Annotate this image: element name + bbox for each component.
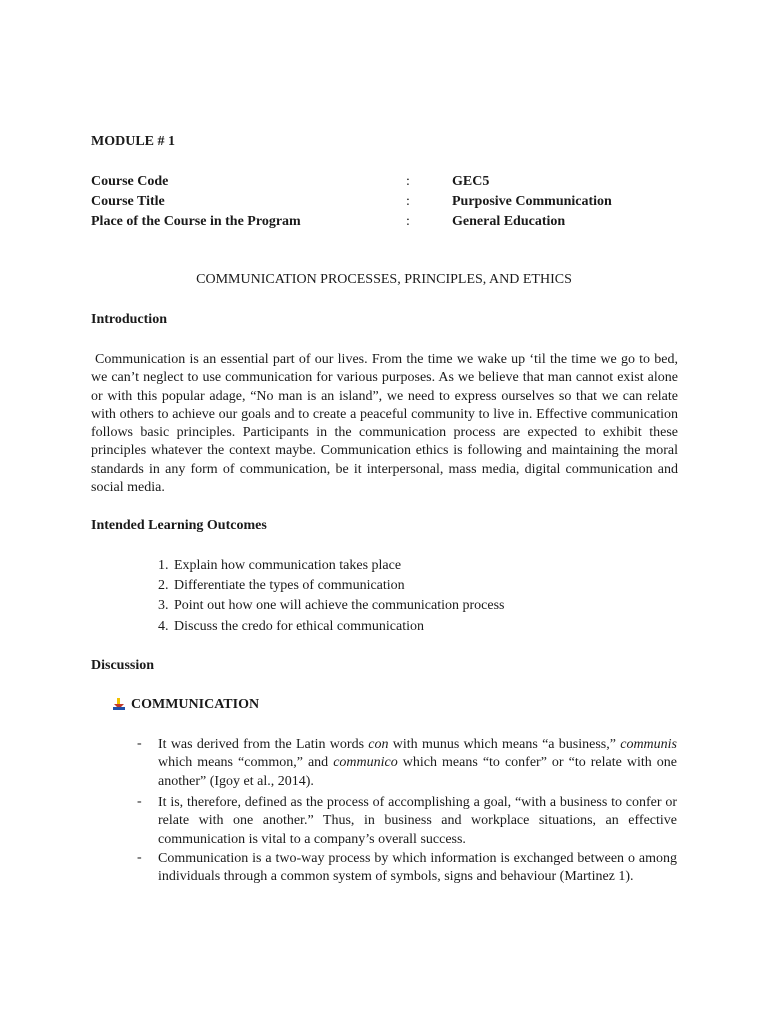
- course-code-value: GEC5: [452, 174, 490, 189]
- course-place-value: General Education: [452, 214, 566, 229]
- bullet-text-run: with munus which means “a business,”: [388, 737, 621, 752]
- latin-term: communico: [333, 755, 398, 771]
- list-item: [158, 619, 424, 635]
- introduction-paragraph: Communication is an essential part of our lives. From the time we wake up ‘til the time we go to bed, we can’t neglect to use communication for various purposes. As we believe that man cannot exist alone or with this popular adage, “No man is an island”, we need to express ourselves so that we can relate with others to achieve our goals and to create a peaceful community to live in. Effective communication follows basic principles. Participants in the communication process are expected to exhibit these principles whatever the context maybe. Communication ethics is following and maintaining the moral standards in any form of communication, be it interpersonal, mass media, digital communication and social media.: [91, 352, 678, 496]
- colon-separator: :: [406, 174, 410, 189]
- list-item: [158, 598, 504, 614]
- introduction-heading: Introduction: [91, 312, 167, 327]
- bullet-dash: -: [137, 850, 142, 865]
- communication-subheading: COMMUNICATION: [131, 697, 260, 712]
- list-item-text: Discuss the credo for ethical communication: [174, 619, 424, 634]
- bullet-text-run: Communication is a two-way process by which information is exchanged between o among individuals through a common system of symbols, signs and behaviour (Martinez 1).: [158, 851, 677, 885]
- list-item-text: Differentiate the types of communication: [174, 578, 405, 593]
- course-title-value: Purposive Communication: [452, 194, 612, 209]
- bullet-text-run: It was derived from the Latin words: [158, 737, 369, 752]
- bullet-text-run: It is, therefore, defined as the process of accomplishing a goal, “with a business to confer or relate with one another.” Thus, in business and workplace situations, an effective communication is vital to a company’s overall success.: [158, 795, 677, 847]
- bullet-paragraph: [158, 850, 677, 887]
- colon-separator: :: [406, 194, 410, 209]
- list-item: [158, 558, 401, 574]
- bullet-text-run: which means “common,” and: [158, 755, 334, 771]
- bullet-paragraph: [158, 794, 677, 849]
- course-place-label: Place of the Course in the Program: [91, 214, 301, 229]
- main-title: COMMUNICATION PROCESSES, PRINCIPLES, AND ETHICS: [196, 272, 572, 287]
- latin-term: con: [368, 737, 389, 752]
- list-item-text: Point out how one will achieve the communication process: [174, 598, 505, 613]
- module-title: MODULE # 1: [91, 134, 175, 149]
- bullet-dash: -: [137, 736, 142, 751]
- list-item-text: Explain how communication takes place: [174, 558, 402, 573]
- list-number: 2.: [158, 578, 169, 593]
- outcomes-heading: Intended Learning Outcomes: [91, 518, 267, 533]
- list-number: 3.: [158, 598, 169, 613]
- latin-term: communis: [620, 737, 678, 752]
- colon-separator: :: [406, 214, 410, 229]
- bullet-text-run: which means “to confer” or “to relate with one another” (Igoy et al., 2014).: [158, 755, 677, 789]
- bullet-paragraph: [158, 736, 677, 791]
- pin-marker-icon: [112, 697, 126, 711]
- course-title-label: Course Title: [91, 194, 165, 209]
- course-info-row: [91, 194, 691, 214]
- list-number: 4.: [158, 619, 169, 634]
- list-item: [158, 578, 405, 594]
- course-info-row: [91, 214, 691, 234]
- course-code-label: Course Code: [91, 174, 169, 189]
- bullet-dash: -: [137, 794, 142, 809]
- list-number: 1.: [158, 558, 169, 573]
- course-info-row: [91, 174, 691, 194]
- discussion-heading: Discussion: [91, 658, 155, 673]
